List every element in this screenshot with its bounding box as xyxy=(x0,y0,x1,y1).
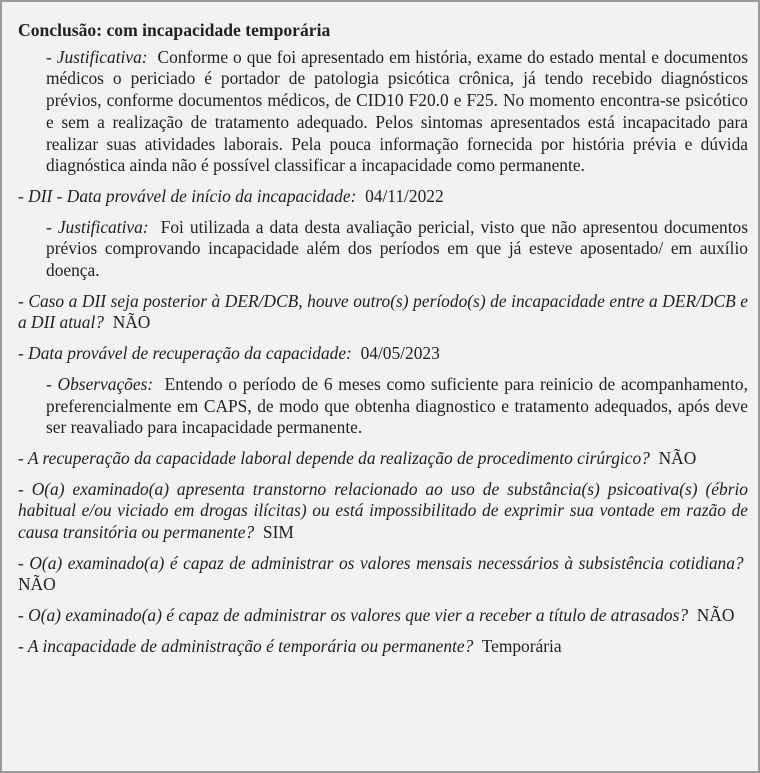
justificativa-2 xyxy=(18,217,748,282)
justificativa-2-label: - Justificativa: xyxy=(46,216,149,237)
substancia-value: SIM xyxy=(262,522,294,543)
administracao-label: - A incapacidade de administração é temporária ou permanente? xyxy=(18,635,474,656)
der-dcb-value: NÃO xyxy=(112,312,151,333)
valores-mensais-item xyxy=(18,553,748,596)
dii-label: - DII - Data provável de início da incapacidade: xyxy=(18,185,357,206)
cirurgico-value: NÃO xyxy=(658,447,697,468)
observacoes-text: Entendo o período de 6 meses como suficiente para reinicio de acompanhamento, preferencialmente em CAPS, de modo que obtenha diagnostico e tratamento adequados, após deve ser reavaliado para incapacidade permanente. xyxy=(46,373,748,438)
conclusion-heading: Conclusão: com incapacidade temporária xyxy=(18,20,331,40)
cirurgico-label: - A recuperação da capacidade laboral depende da realização de procedimento cirúrgico? xyxy=(18,447,650,468)
observacoes-label: - Observações: xyxy=(46,373,154,394)
substancia-item xyxy=(18,479,748,544)
recuperacao-label: - Data provável de recuperação da capacidade: xyxy=(18,343,352,364)
recuperacao-item xyxy=(18,343,748,365)
conclusion-section xyxy=(2,2,758,658)
administracao-value: Temporária xyxy=(481,635,562,656)
recuperacao-value: 04/05/2023 xyxy=(360,343,440,364)
valores-mensais-value: NÃO xyxy=(18,574,56,595)
administracao-item xyxy=(18,636,748,658)
der-dcb-item xyxy=(18,291,748,334)
justificativa-1-label: - Justificativa: xyxy=(46,46,148,67)
atrasados-label: - O(a) examinado(a) é capaz de administrar os valores que vier a receber a título de atrasados? xyxy=(18,605,689,626)
justificativa-1 xyxy=(18,47,748,177)
observacoes-item xyxy=(18,374,748,439)
justificativa-1-text: Conforme o que foi apresentado em história, exame do estado mental e documentos médicos o periciado é portador de patologia psicótica crônica, já tendo recebido diagnósticos prévios, conforme documentos médicos, de CID10 F20.0 e F25. No momento encontra-se psicótico e sem a realização de tratamento adequado. Pelos sintomas apresentados está incapacitado para realizar suas atividades laborais. Pela pouca informação fornecida por história prévia e dúvida diagnóstica ainda não é possível classificar a incapacidade como permanente. xyxy=(46,46,748,176)
dii-value: 04/11/2022 xyxy=(365,185,444,206)
cirurgico-item xyxy=(18,448,748,470)
dii-item xyxy=(18,186,748,208)
atrasados-item xyxy=(18,605,748,627)
substancia-label: - O(a) examinado(a) apresenta transtorno relacionado ao uso de substância(s) psicoativa(s) (ébrio habitual e/ou viciado em drogas ilícitas) ou está impossibilitado de exprimir sua vontade em razão de causa transitória ou permanente? xyxy=(18,478,748,543)
valores-mensais-label: - O(a) examinado(a) é capaz de administrar os valores mensais necessários à subsistência cotidiana? xyxy=(18,552,744,573)
der-dcb-label: - Caso a DII seja posterior à DER/DCB, houve outro(s) período(s) de incapacidade entre a DER/DCB e a DII atual? xyxy=(18,290,748,333)
atrasados-value: NÃO xyxy=(696,605,735,626)
justificativa-2-text: Foi utilizada a data desta avaliação pericial, visto que não apresentou documentos prévios comprovando incapacidade além dos períodos em que já esteve aposentado/ em auxílio doença. xyxy=(46,216,748,281)
